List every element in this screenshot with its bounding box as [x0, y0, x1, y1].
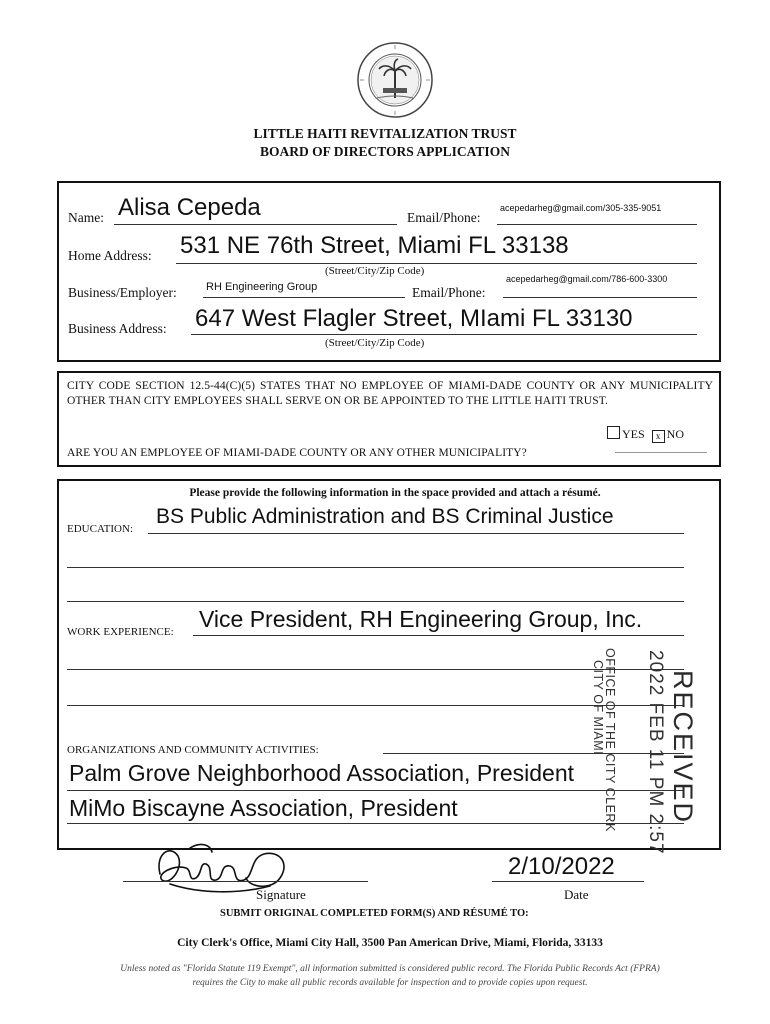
employer-line	[203, 297, 405, 298]
business-email-field[interactable]: acepedarheg@gmail.com/786-600-3300	[506, 274, 668, 284]
org-field-2[interactable]: MiMo Biscayne Association, President	[69, 795, 458, 821]
business-address-field[interactable]: 647 West Flagler Street, MIami FL 33130	[195, 305, 633, 332]
signature-line	[123, 881, 368, 882]
no-label: NO	[666, 427, 685, 441]
home-address-label: Home Address:	[68, 248, 152, 263]
no-checkbox-mark: x	[655, 431, 661, 441]
org-label: ORGANIZATIONS AND COMMUNITY ACTIVITIES:	[67, 744, 319, 756]
org-line-3	[67, 823, 684, 824]
form-title	[0, 125, 770, 161]
clerk-address: City Clerk's Office, Miami City Hall, 3500 Pan American Drive, Miami, Florida, 33133	[177, 937, 603, 949]
name-field[interactable]: Alisa Cepeda	[118, 194, 261, 221]
name-line	[114, 224, 397, 225]
date-label: Date	[564, 887, 589, 902]
yes-no-options	[607, 426, 684, 443]
eligibility-statement: CITY CODE SECTION 12.5-44(C)(5) STATES THAT NO EMPLOYEE OF MIAMI-DADE COUNTY OR ANY MUNICIPALITY OTHER THAN CITY EMPLOYEES SHALL SERVE ON OR BE APPOINTED TO THE LITTLE HAITI TRUST.	[67, 380, 713, 407]
disclaimer-line-2: requires the City to make all public records available for inspection and to provide copies upon request.	[192, 978, 588, 988]
work-label: WORK EXPERIENCE:	[67, 626, 174, 638]
email-phone-line	[497, 224, 697, 225]
home-address-line	[176, 263, 697, 264]
education-line-2	[67, 567, 684, 568]
home-address-hint: (Street/City/Zip Code)	[325, 265, 425, 277]
date-line	[492, 881, 644, 882]
signature-label: Signature	[256, 887, 306, 902]
yes-label: YES	[622, 427, 645, 441]
title-line-1: LITTLE HAITI REVITALIZATION TRUST	[253, 126, 517, 141]
business-email-line	[503, 297, 697, 298]
stamp-datetime: 2022 FEB 11 PM 2:57	[645, 650, 666, 855]
org-field-1[interactable]: Palm Grove Neighborhood Association, President	[69, 760, 575, 786]
city-seal	[355, 40, 435, 120]
name-label: Name:	[68, 210, 104, 225]
org-line-2	[67, 790, 684, 791]
instruction-text: Please provide the following information in the space provided and attach a résumé.	[189, 487, 601, 499]
no-checkbox[interactable]	[652, 430, 665, 443]
email-phone-label: Email/Phone:	[407, 210, 481, 225]
work-field[interactable]: Vice President, RH Engineering Group, Inc.	[199, 606, 643, 632]
business-address-label: Business Address:	[68, 321, 167, 336]
city-seal-icon	[355, 40, 435, 120]
education-line-3	[67, 601, 684, 602]
education-field[interactable]: BS Public Administration and BS Criminal Justice	[156, 505, 614, 528]
business-address-hint: (Street/City/Zip Code)	[325, 337, 425, 349]
employee-question: ARE YOU AN EMPLOYEE OF MIAMI-DADE COUNTY OR ANY OTHER MUNICIPALITY?	[67, 447, 527, 459]
employer-label: Business/Employer:	[68, 285, 177, 300]
yes-checkbox[interactable]	[607, 426, 620, 439]
work-line	[193, 635, 684, 636]
education-label: EDUCATION:	[67, 523, 133, 535]
business-email-label: Email/Phone:	[412, 285, 486, 300]
stamp-office: OFFICE OF THE CITY CLERK	[603, 648, 617, 832]
date-field[interactable]: 2/10/2022	[508, 853, 615, 880]
received-stamp: RECEIVED	[668, 670, 698, 825]
title-line-2: BOARD OF DIRECTORS APPLICATION	[260, 144, 510, 159]
business-address-line	[191, 334, 697, 335]
disclaimer-line-1: Unless noted as "Florida Statute 119 Exempt", all information submitted is considered public record. The Florida Public Records Act (FPRA)	[120, 964, 660, 974]
home-address-field[interactable]: 531 NE 76th Street, Miami FL 33138	[180, 232, 569, 259]
org-line	[383, 753, 684, 754]
employer-field[interactable]: RH Engineering Group	[206, 281, 318, 293]
stamp-city: CITY OF MIAMI	[591, 660, 605, 756]
email-phone-field[interactable]: acepedarheg@gmail.com/305-335-9051	[500, 203, 662, 213]
employee-answer-line	[615, 452, 707, 453]
submit-line: SUBMIT ORIGINAL COMPLETED FORM(S) AND RÉSUMÉ TO:	[220, 908, 529, 919]
education-line	[148, 533, 684, 534]
